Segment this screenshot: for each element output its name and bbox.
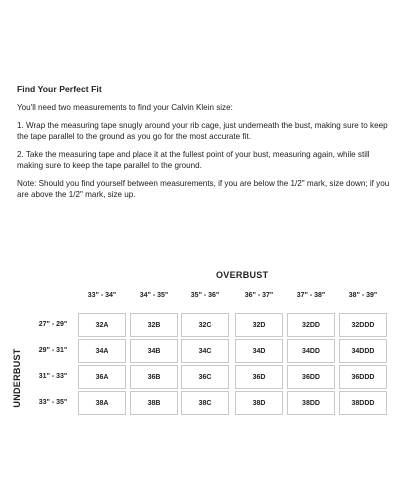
overbust-axis-label: OVERBUST <box>216 270 269 280</box>
row-header: 27" - 29" <box>38 321 68 328</box>
size-cell: 38A <box>78 391 126 415</box>
size-cell: 32B <box>130 313 178 337</box>
column-header: 37" - 38" <box>296 292 326 299</box>
size-cell: 34C <box>181 339 229 363</box>
size-cell: 32D <box>235 313 283 337</box>
size-cell: 32C <box>181 313 229 337</box>
fit-guide-step-2: 2. Take the measuring tape and place it at the fullest point of your bust, measuring again, while still making sure to keep the tape parallel to the ground. <box>17 150 370 170</box>
underbust-axis-label: UNDERBUST <box>12 348 22 408</box>
size-cell: 36D <box>235 365 283 389</box>
fit-guide-step-1: 1. Wrap the measuring tape snugly around your rib cage, just underneath the bust, making sure to keep the tape parallel to the ground as you go for the most accurate fit. <box>17 121 388 141</box>
size-cell: 38B <box>130 391 178 415</box>
column-header: 36" - 37" <box>244 292 274 299</box>
column-header: 35" - 36" <box>190 292 220 299</box>
size-cell: 36C <box>181 365 229 389</box>
size-cell: 32A <box>78 313 126 337</box>
size-cell: 34B <box>130 339 178 363</box>
size-cell: 38DDD <box>339 391 387 415</box>
fit-guide-note: Note: Should you find yourself between measurements, if you are below the 1/2" mark, size down; if you are above the 1/2" mark, size up. <box>17 179 390 199</box>
size-cell: 38C <box>181 391 229 415</box>
size-cell: 38D <box>235 391 283 415</box>
size-cell: 36B <box>130 365 178 389</box>
fit-guide-intro: You'll need two measurements to find your Calvin Klein size: <box>17 103 233 112</box>
size-cell: 36DDD <box>339 365 387 389</box>
column-header: 33" - 34" <box>87 292 117 299</box>
row-header: 33" - 35" <box>38 399 68 406</box>
size-cell: 36DD <box>287 365 335 389</box>
size-cell: 34DD <box>287 339 335 363</box>
row-header: 29" - 31" <box>38 347 68 354</box>
size-cell: 34D <box>235 339 283 363</box>
column-header: 34" - 35" <box>139 292 169 299</box>
column-header: 38" - 39" <box>348 292 378 299</box>
size-cell: 36A <box>78 365 126 389</box>
size-cell: 38DD <box>287 391 335 415</box>
size-cell: 34A <box>78 339 126 363</box>
fit-guide-title: Find Your Perfect Fit <box>17 84 102 94</box>
row-header: 31" - 33" <box>38 373 68 380</box>
size-cell: 32DD <box>287 313 335 337</box>
size-cell: 32DDD <box>339 313 387 337</box>
size-cell: 34DDD <box>339 339 387 363</box>
